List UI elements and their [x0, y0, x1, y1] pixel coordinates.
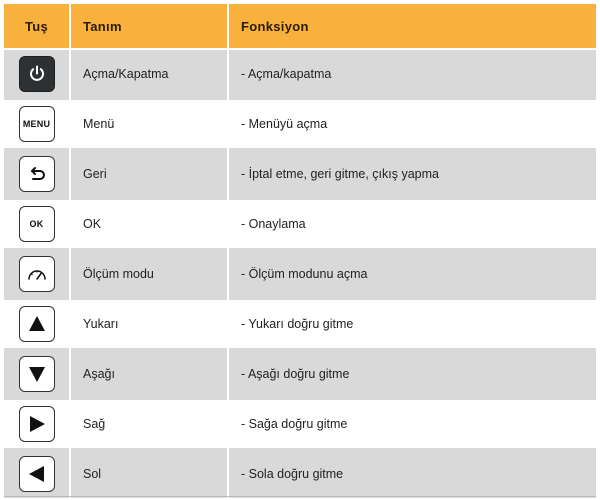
table-row: [4, 199, 596, 249]
row-function: - Sola doğru gitme: [228, 449, 596, 498]
triangle-left-icon: [27, 464, 47, 484]
row-function: - Ölçüm modunu açma: [228, 249, 596, 299]
row-function: - Menüyü açma: [228, 99, 596, 149]
row-name: Menü: [70, 99, 228, 149]
power-icon: [27, 64, 47, 84]
row-function: - Sağa doğru gitme: [228, 399, 596, 449]
ok-key-icon: OK: [29, 219, 44, 229]
triangle-up-icon: [27, 314, 47, 334]
right-key: [19, 406, 55, 442]
header-key: Tuş: [4, 4, 70, 49]
down-key: [19, 356, 55, 392]
table-header-row: [4, 4, 596, 49]
row-name: Sağ: [70, 399, 228, 449]
row-name: Geri: [70, 149, 228, 199]
power-key: [19, 56, 55, 92]
row-name: Açma/Kapatma: [70, 49, 228, 99]
triangle-right-icon: [27, 414, 47, 434]
header-function: Fonksiyon: [228, 4, 596, 49]
row-name: Aşağı: [70, 349, 228, 399]
row-name: Yukarı: [70, 299, 228, 349]
table-row: [4, 249, 596, 299]
table-row: [4, 449, 596, 498]
up-key: [19, 306, 55, 342]
row-name: Ölçüm modu: [70, 249, 228, 299]
gauge-icon: [26, 264, 48, 284]
table-row: [4, 299, 596, 349]
table-row: [4, 349, 596, 399]
row-function: - Onaylama: [228, 199, 596, 249]
measure-key: [19, 256, 55, 292]
table-row: [4, 149, 596, 199]
ok-key: [19, 206, 55, 242]
row-function: - Aşağı doğru gitme: [228, 349, 596, 399]
menu-key-icon: MENU: [22, 119, 51, 129]
left-key: [19, 456, 55, 492]
back-key: [19, 156, 55, 192]
triangle-down-icon: [27, 364, 47, 384]
menu-key: [19, 106, 55, 142]
back-arrow-icon: [27, 164, 47, 184]
table-row: [4, 399, 596, 449]
row-name: OK: [70, 199, 228, 249]
header-name: Tanım: [70, 4, 228, 49]
row-name: Sol: [70, 449, 228, 498]
table-row: [4, 99, 596, 149]
table-bottom-rule: [4, 496, 596, 497]
row-function: - İptal etme, geri gitme, çıkış yapma: [228, 149, 596, 199]
key-function-table: [4, 4, 596, 498]
row-function: - Yukarı doğru gitme: [228, 299, 596, 349]
row-function: - Açma/kapatma: [228, 49, 596, 99]
table-row: [4, 49, 596, 99]
